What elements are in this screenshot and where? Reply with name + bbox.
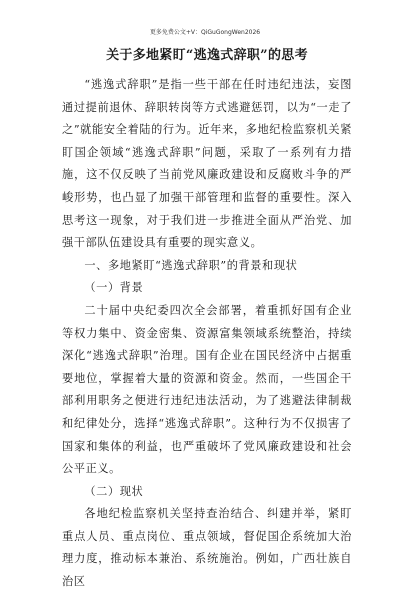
subsection-heading-status: （二）现状 [84,484,144,498]
header-note: 更多免费公文+V：QiGuGongWen2026 [149,29,261,36]
background-paragraph: 二十届中央纪委四次全会部署，着重抓好国有企业等权力集中、资金密集、资源富集领域系统整治，持续深化“逃逸式辞职”治理。国有企业在国民经济中占据重要地位，掌握着大量的资源和资金。然而，一些国企干部利用职务之便进行违纪违法活动，为了逃避法律制裁和纪律处分，选择“逃逸式辞职”。这种行为不仅损害了国家和集体的利益，也严重破坏了党风廉政建设和社会公平正义。 [62,303,352,476]
section-heading-1: 一、多地紧盯“逃逸式辞职”的背景和现状 [84,258,298,272]
document-page [62,44,352,594]
subsection-heading-background: （一）背景 [84,281,144,295]
status-paragraph: 各地纪检监察机关坚持查治结合、纠建并举，紧盯重点人员、重点岗位、重点领域，督促国企系统加大治理力度，推动标本兼治、系统施治。例如，广西壮族自治区 [62,507,352,589]
document-title: 关于多地紧盯“逃逸式辞职”的思考 [106,48,308,63]
intro-paragraph: “逃逸式辞职”是指一些干部在任时违纪违法，妄图通过提前退休、辞职转岗等方式逃避惩罚，以为“一走了之”就能安全着陆的行为。近年来，多地纪检监察机关紧盯国企领域“逃逸式辞职”问题，采取了一系列有力措施，这不仅反映了当前党风廉政建设和反腐败斗争的严峻形势，也凸显了加强干部管理和监督的重要性。深入思考这一现象，对于我们进一步推进全面从严治党、加强干部队伍建设具有重要的现实意义。 [62,78,352,250]
